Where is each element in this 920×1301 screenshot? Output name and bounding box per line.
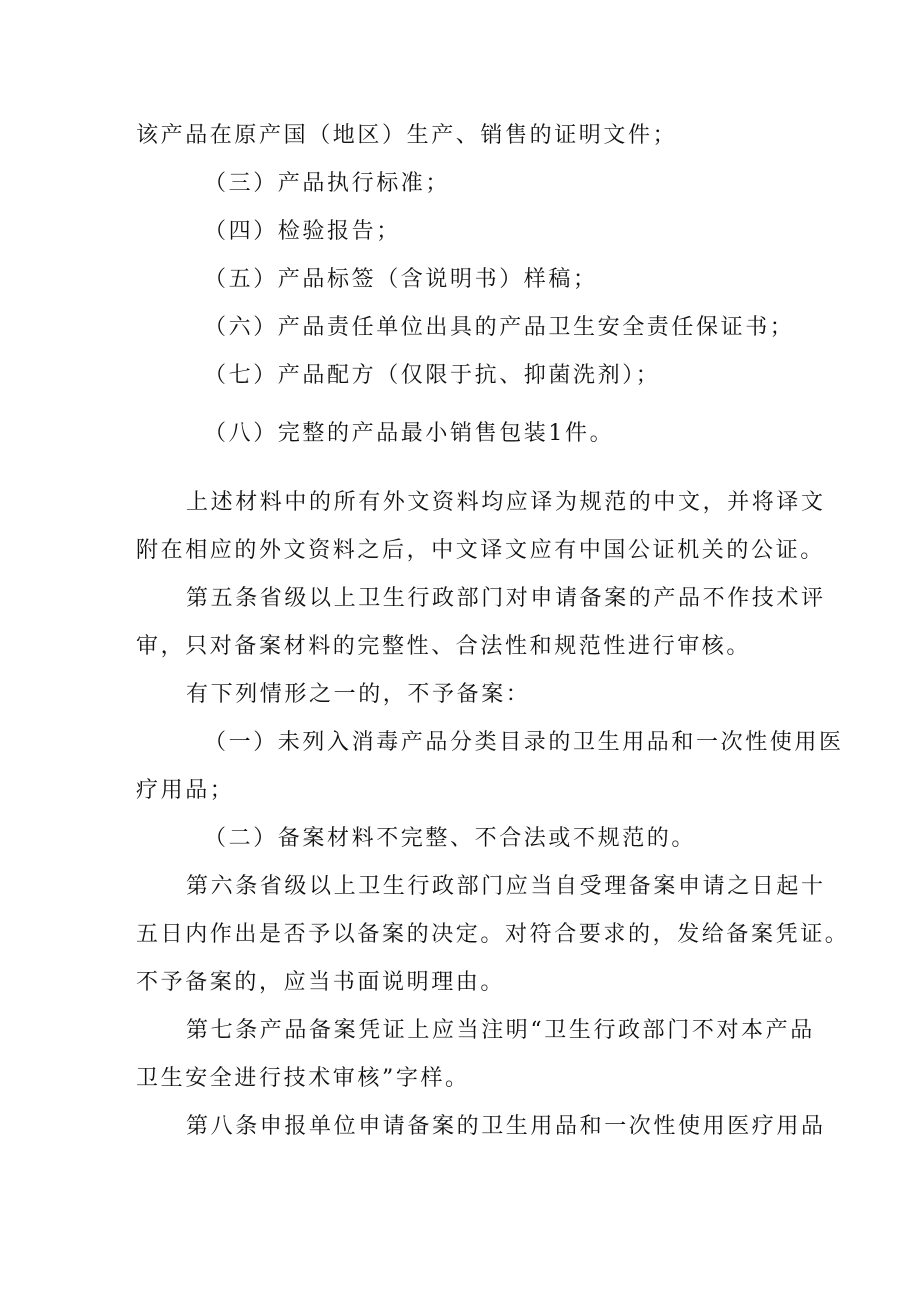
list-item: （四）检验报告； (204, 219, 401, 244)
article-7-line: 第七条产品备案凭证上应当注明“卫生行政部门不对本产品 (186, 1018, 815, 1043)
list-item: （五）产品标签（含说明书）样稿； (204, 267, 598, 292)
text-line: 该产品在原产国（地区）生产、销售的证明文件； (136, 123, 678, 148)
list-item: （一）未列入消毒产品分类目录的卫生用品和一次性使用医 (204, 730, 844, 755)
list-item: （六）产品责任单位出具的产品卫生安全责任保证书； (204, 315, 795, 340)
paragraph-line: 附在相应的外文资料之后，中文译文应有中国公证机关的公证。 (136, 538, 825, 563)
article-6-line: 第六条省级以上卫生行政部门应当自受理备案申请之日起十 (186, 874, 826, 899)
paragraph-line: 有下列情形之一的，不予备案： (186, 682, 531, 707)
paragraph-line: 上述材料中的所有外文资料均应译为规范的中文，并将译文 (186, 490, 826, 515)
article-6-line: 五日内作出是否予以备案的决定。对符合要求的，发给备案凭证。 (136, 922, 850, 947)
article-5-line: 审，只对备案材料的完整性、合法性和规范性进行审核。 (136, 634, 752, 659)
article-8-line: 第八条申报单位申请备案的卫生用品和一次性使用医疗用品 (186, 1114, 826, 1139)
article-6-line: 不予备案的，应当书面说明理由。 (136, 970, 506, 995)
list-item: （八）完整的产品最小销售包装1件。 (204, 421, 615, 446)
list-item: （七）产品配方（仅限于抗、抑菌洗剂）； (204, 363, 661, 388)
article-7-line: 卫生安全进行技术审核”字样。 (136, 1066, 470, 1091)
list-item: （三）产品执行标准； (204, 171, 451, 196)
list-item: （二）备案材料不完整、不合法或不规范的。 (204, 826, 697, 851)
article-5-line: 第五条省级以上卫生行政部门对申请备案的产品不作技术评 (186, 586, 826, 611)
list-item-continuation: 疗用品； (136, 778, 235, 803)
